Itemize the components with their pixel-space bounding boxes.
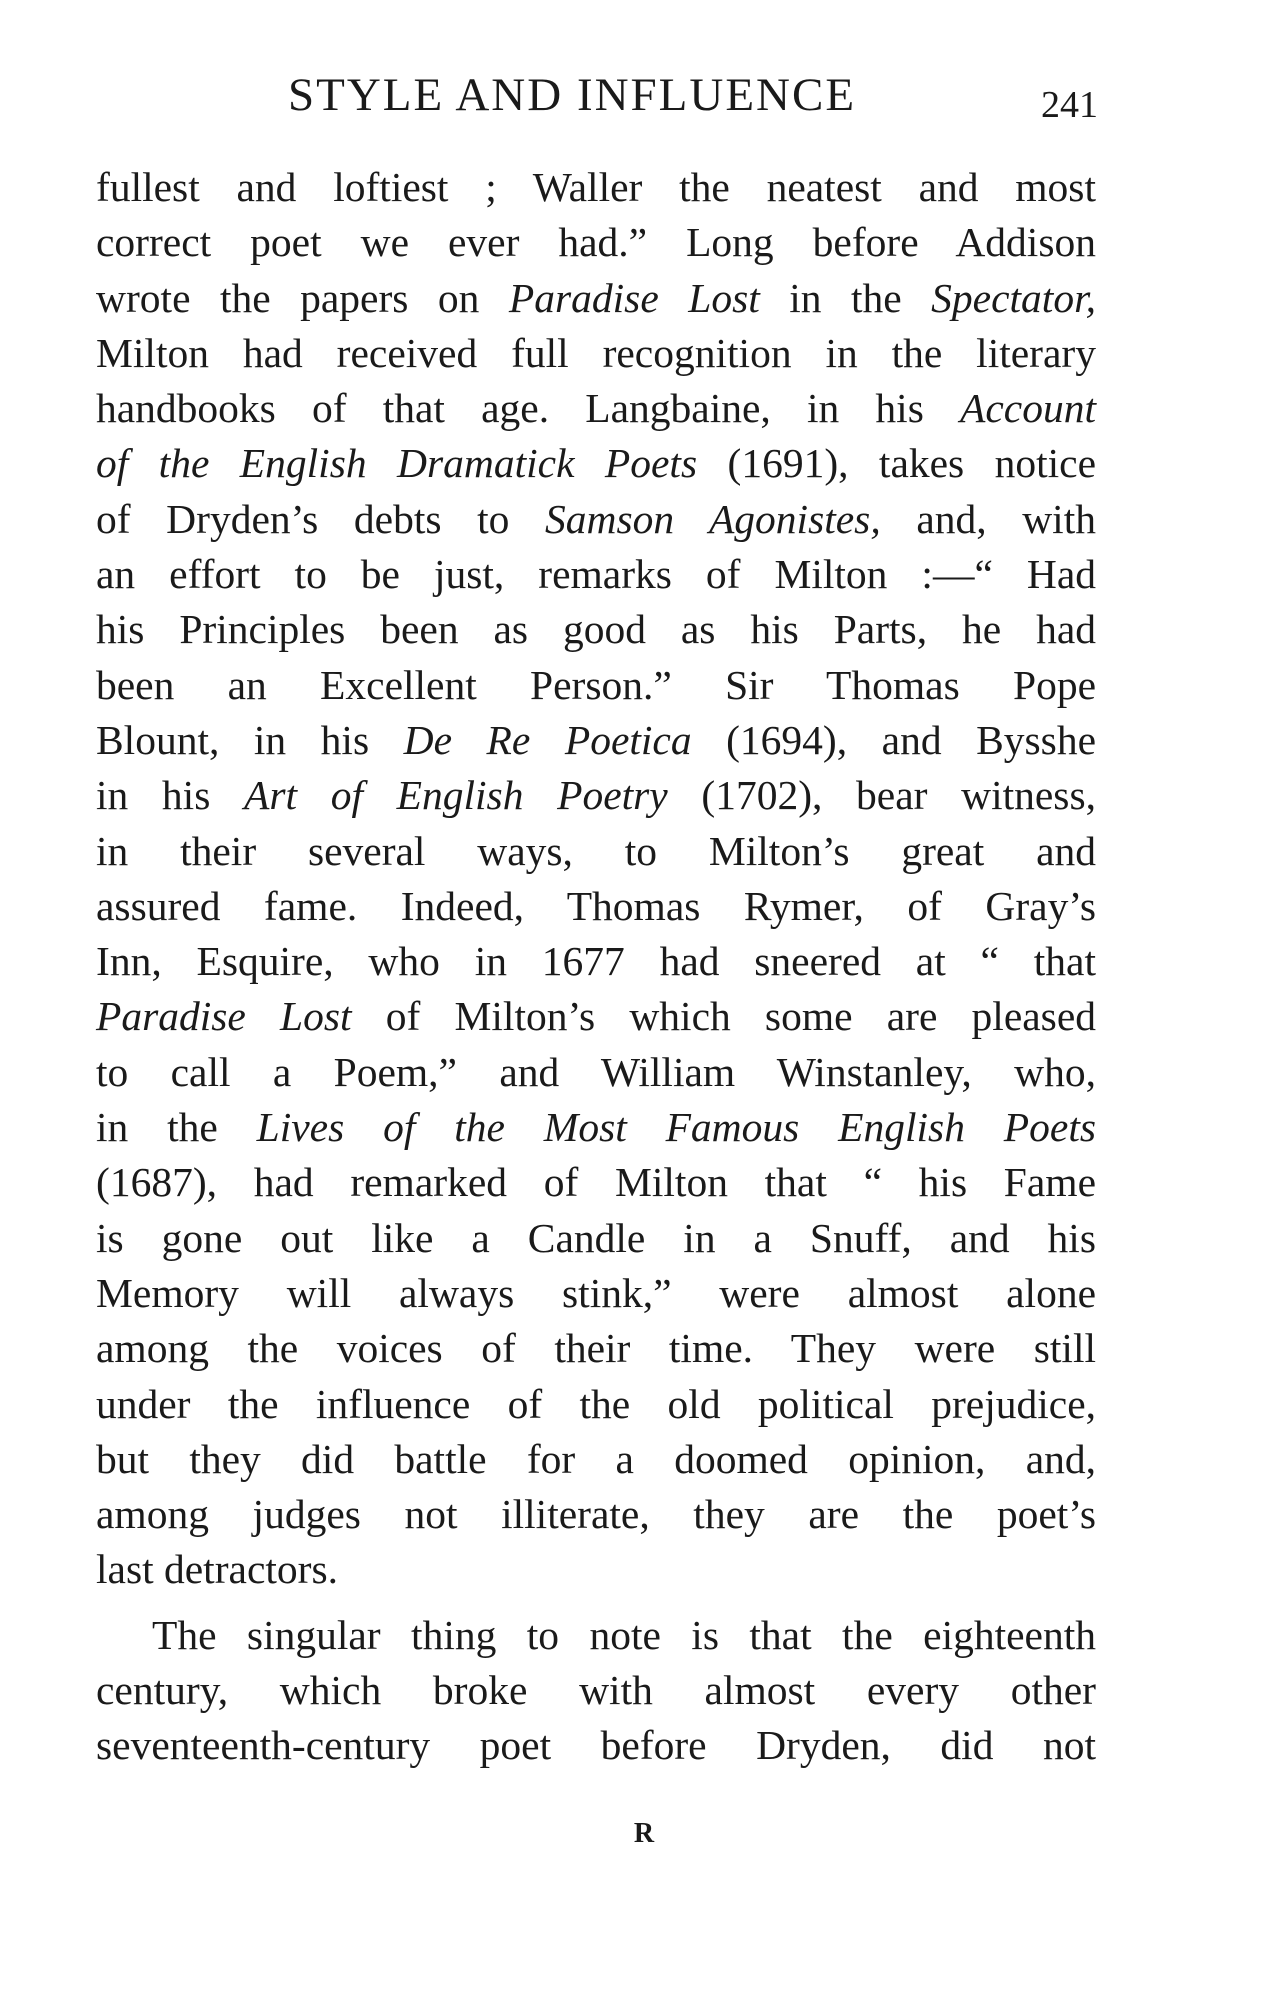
italic-title: Art of English Poetry	[244, 772, 668, 819]
italic-title: Lives of the Most Famous English Poets	[256, 1104, 1096, 1151]
italic-title: Spectator,	[931, 274, 1096, 321]
text-line: correct poet we ever had.” Long before Addison	[96, 219, 1096, 266]
body-text	[96, 160, 1096, 1774]
page-number: 241	[1041, 84, 1098, 126]
text-line: in their several ways, to Milton’s great and	[96, 827, 1096, 874]
text-line: last detractors.	[96, 1546, 338, 1593]
text-line: handbooks of that age. Langbaine, in his Account	[96, 385, 1096, 432]
text-line: assured fame. Indeed, Thomas Rymer, of Gray’s	[96, 882, 1096, 929]
text-line: but they did battle for a doomed opinion, and,	[96, 1435, 1096, 1482]
text-line: an effort to be just, remarks of Milton :—“ Had	[96, 551, 1096, 598]
text-line: (1687), had remarked of Milton that “ his Fame	[96, 1159, 1096, 1206]
text-line: to call a Poem,” and William Winstanley, who,	[96, 1048, 1096, 1095]
text-line: Blount, in his De Re Poetica (1694), and Bysshe	[96, 716, 1096, 763]
text-line: century, which broke with almost every other	[96, 1667, 1096, 1714]
text-line: Inn, Esquire, who in 1677 had sneered at “ that	[96, 938, 1096, 985]
text-line: Milton had received full recognition in the literary	[96, 329, 1096, 376]
text-line: wrote the papers on Paradise Lost in the Spectator,	[96, 274, 1096, 321]
text-line: among judges not illiterate, they are the poet’s	[96, 1491, 1096, 1538]
paragraph-2	[96, 1608, 1096, 1774]
running-head	[288, 68, 1098, 126]
running-head-title: STYLE AND INFLUENCE	[288, 69, 857, 121]
text-line: fullest and loftiest ; Waller the neatest and most	[96, 164, 1096, 210]
text-line: of Dryden’s debts to Samson Agonistes, and, with	[96, 495, 1096, 542]
text-line: been an Excellent Person.” Sir Thomas Pope	[96, 661, 1096, 708]
italic-title: Paradise Lost	[508, 274, 760, 321]
text-line: under the influence of the old political prejudice,	[96, 1380, 1096, 1427]
text-line: of the English Dramatick Poets (1691), takes notice	[96, 440, 1097, 487]
italic-title: De Re Poetica	[403, 716, 692, 763]
text-line: in his Art of English Poetry (1702), bear witness,	[96, 772, 1096, 819]
italic-title: Samson Agonistes,	[544, 495, 881, 542]
text-line: seventeenth-century poet before Dryden, did not	[96, 1722, 1096, 1769]
text-line: his Principles been as good as his Parts, he had	[96, 606, 1096, 653]
paragraph-1	[96, 160, 1096, 1598]
italic-title: Account	[960, 385, 1096, 432]
text-line: in the Lives of the Most Famous English Poets	[96, 1104, 1096, 1151]
italic-title: of the English Dramatick Poets	[96, 440, 698, 487]
text-line: among the voices of their time. They were still	[96, 1325, 1096, 1372]
text-line: Paradise Lost of Milton’s which some are pleased	[96, 993, 1096, 1040]
text-line: The singular thing to note is that the eighteenth	[152, 1611, 1096, 1658]
text-line: is gone out like a Candle in a Snuff, and his	[96, 1214, 1096, 1261]
italic-title: Paradise Lost	[96, 993, 352, 1040]
text-line: Memory will always stink,” were almost alone	[96, 1269, 1096, 1316]
signature-mark: R	[633, 1818, 655, 1849]
